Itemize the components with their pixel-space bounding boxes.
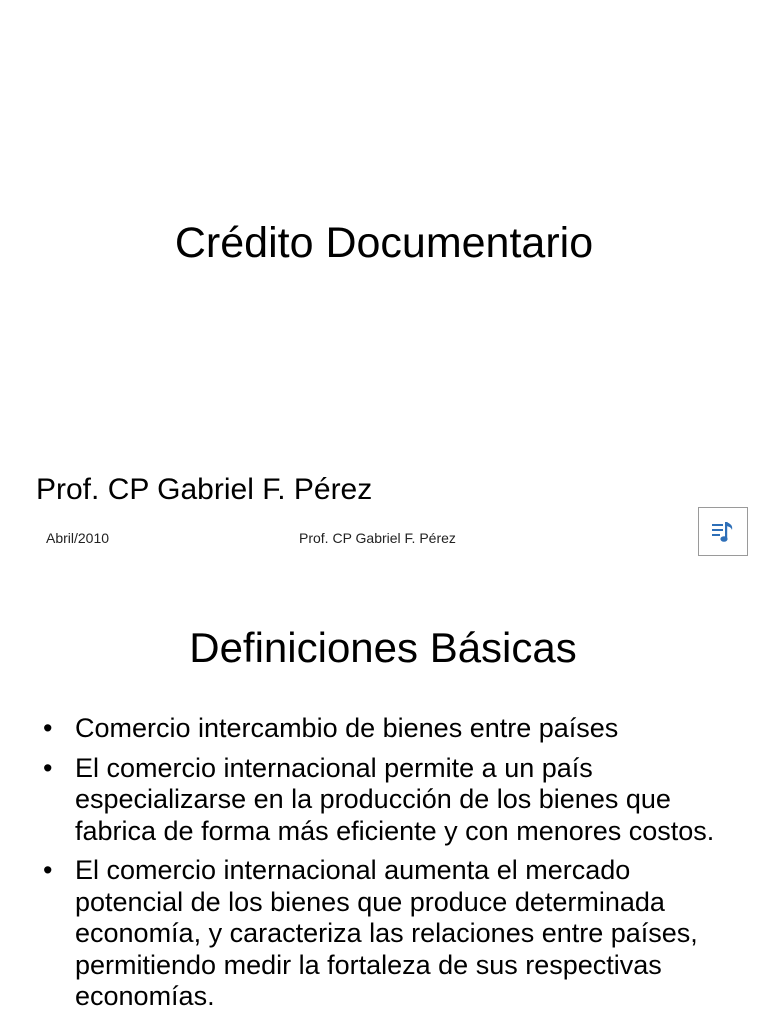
bullet-marker: • [43,855,53,885]
footer-date: Abril/2010 [46,530,110,546]
audio-button[interactable] [698,507,748,556]
playlist-music-icon [710,519,736,545]
bullet-list [0,713,768,1021]
slide-definitions [0,575,768,1024]
slide-title-text: Crédito Documentario [174,219,594,267]
slide-subtitle-author: Prof. CP Gabriel F. Pérez [36,473,373,506]
bullet-text: Comercio intercambio de bienes entre países [75,713,619,743]
slide-heading: Definiciones Básicas [189,624,577,671]
bullet-marker: • [43,752,53,783]
bullet-item [0,713,768,745]
bullet-text: El comercio internacional permite a un país especializarse en la producción de los bienes que fabrica de forma más eficiente y con menores costos. [75,752,715,846]
bullet-item [0,855,768,1013]
bullet-marker: • [43,713,53,743]
bullet-text: El comercio internacional aumenta el mercado potencial de los bienes que produce determinada economía, y caracteriza las relaciones entre países, permitiendo medir la fortaleza de sus respectivas economías. [75,855,698,1011]
bullet-item [0,753,768,848]
footer-author: Prof. CP Gabriel F. Pérez [299,530,456,546]
